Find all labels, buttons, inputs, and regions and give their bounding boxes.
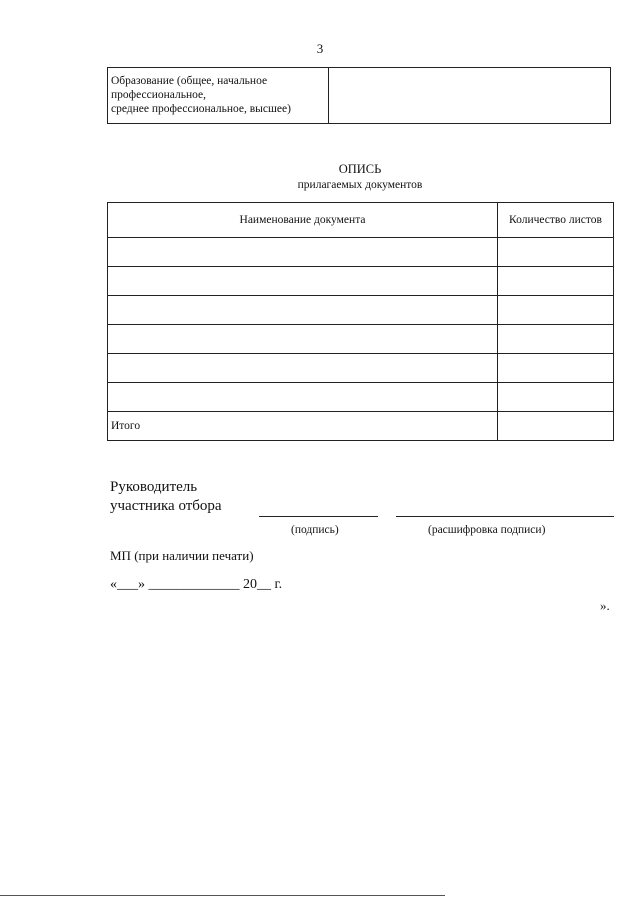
document-name-cell[interactable] — [108, 354, 498, 383]
document-name-cell[interactable] — [108, 383, 498, 412]
head-of-participant-label — [110, 478, 222, 516]
document-name-cell[interactable] — [108, 325, 498, 354]
sheet-count-cell[interactable] — [498, 267, 614, 296]
signature-decoding-line[interactable] — [396, 516, 614, 517]
total-value-cell[interactable] — [498, 412, 614, 441]
total-row — [108, 412, 614, 441]
sheet-count-cell[interactable] — [498, 238, 614, 267]
education-label-line: среднее профессиональное, высшее) — [111, 103, 291, 115]
signature-caption: (подпись) — [291, 524, 339, 536]
stamp-label: МП (при наличии печати) — [110, 548, 254, 563]
column-header-document-name: Наименование документа — [108, 203, 498, 238]
education-value-field[interactable] — [329, 68, 610, 123]
sheet-count-cell[interactable] — [498, 325, 614, 354]
education-label-line: Образование (общее, начальное — [111, 75, 268, 87]
document-name-cell[interactable] — [108, 238, 498, 267]
head-label-line: участника отбора — [110, 498, 222, 514]
table-header-row — [108, 203, 614, 238]
date-line[interactable]: «___» _____________ 20__ г. — [110, 577, 283, 592]
signature-line[interactable] — [259, 516, 378, 517]
total-label: Итого — [108, 412, 498, 441]
sheet-count-cell[interactable] — [498, 296, 614, 325]
table-row — [108, 325, 614, 354]
sheet-count-cell[interactable] — [498, 354, 614, 383]
document-name-cell[interactable] — [108, 296, 498, 325]
table-row — [108, 383, 614, 412]
inventory-title: ОПИСЬ — [338, 162, 382, 176]
closing-quote: ». — [600, 598, 610, 613]
head-label-line: Руководитель — [110, 479, 198, 495]
education-table — [107, 67, 611, 124]
bottom-divider — [0, 895, 445, 896]
inventory-subtitle: прилагаемых документов — [297, 179, 423, 191]
signature-decoding-caption: (расшифровка подписи) — [428, 524, 546, 536]
table-row — [108, 354, 614, 383]
education-label-line: профессиональное, — [111, 89, 206, 101]
page-number: 3 — [316, 41, 324, 56]
table-row — [108, 296, 614, 325]
table-row — [108, 238, 614, 267]
sheet-count-cell[interactable] — [498, 383, 614, 412]
document-name-cell[interactable] — [108, 267, 498, 296]
column-header-sheet-count: Количество листов — [498, 203, 614, 238]
education-label — [108, 68, 329, 123]
documents-table — [107, 202, 614, 441]
table-row — [108, 267, 614, 296]
